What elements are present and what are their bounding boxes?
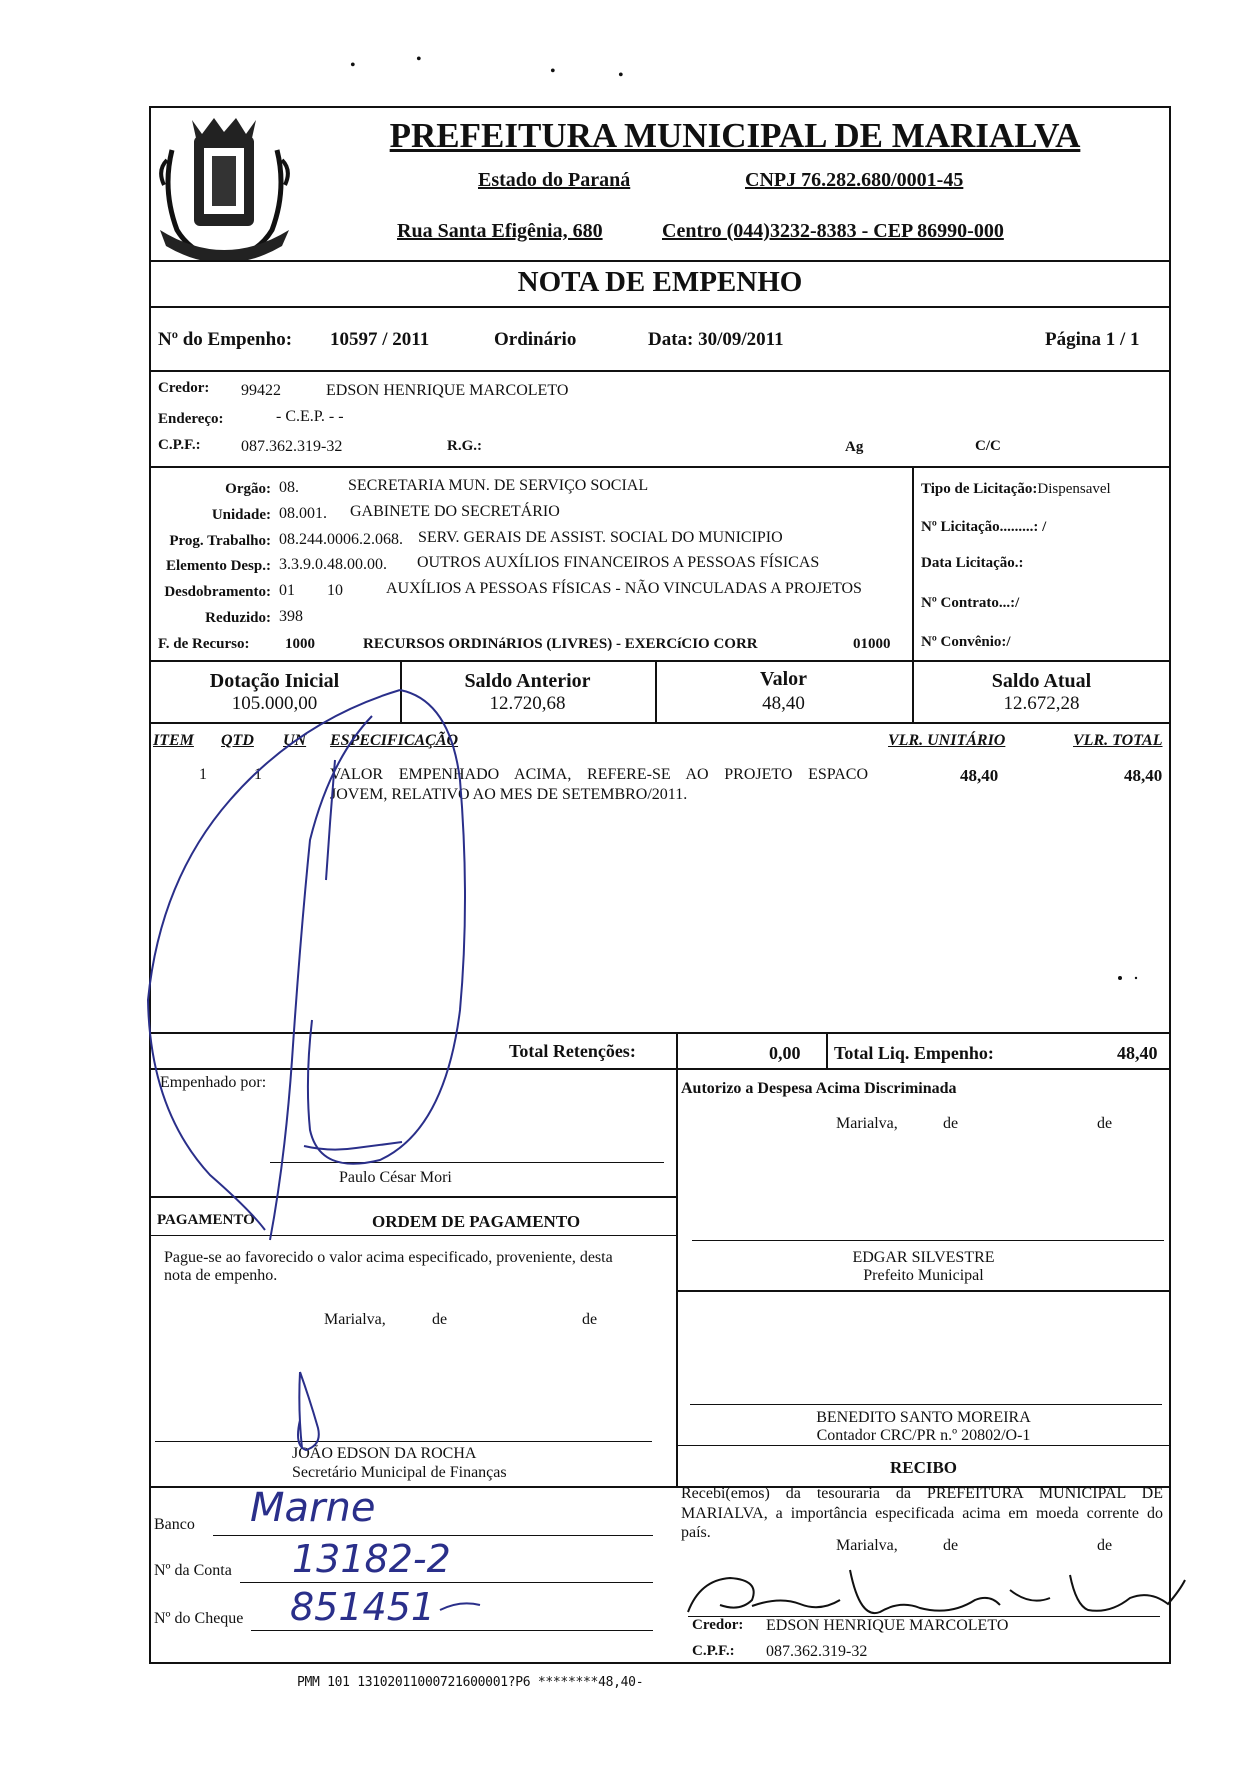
item-qtd: 1 xyxy=(254,766,262,783)
recibo-text-line3: país. xyxy=(681,1524,711,1541)
budget-row-desc: SERV. GERAIS DE ASSIST. SOCIAL DO MUNICIPIO xyxy=(418,529,783,546)
budget-row-desc: OUTROS AUXÍLIOS FINANCEIROS A PESSOAS FÍSICAS xyxy=(417,554,820,571)
valor-label: Valor xyxy=(759,668,808,690)
scan-mark: • xyxy=(550,63,556,80)
col-vlr-unitario: VLR. UNITÁRIO xyxy=(888,732,1006,749)
budget-row-label: Orgão: xyxy=(225,481,271,497)
recibo-city: Marialva, xyxy=(836,1537,898,1554)
liquido-label: Total Liq. Empenho: xyxy=(834,1043,994,1063)
municipality-title: PREFEITURA MUNICIPAL DE MARIALVA xyxy=(389,116,1081,155)
recibo-de-1: de xyxy=(943,1537,959,1554)
recibo-text-line2: MARIALVA, a importância especificada acima em moeda corrente do xyxy=(681,1505,1163,1522)
item-desc-line2: JOVEM, RELATIVO AO MES DE SETEMBRO/2011. xyxy=(330,786,688,803)
autorizo-city: Marialva, xyxy=(836,1115,898,1132)
budget-row-code: 3.3.9.0.48.00.00. xyxy=(279,556,387,573)
saldo-anterior-label: Saldo Anterior xyxy=(464,670,591,692)
recibo-text-line1: Recebi(emos) da tesouraria da PREFEITURA MUNICIPAL DE xyxy=(681,1485,1163,1502)
cc-label: C/C xyxy=(975,438,1001,454)
valor-value: 48,40 xyxy=(762,693,805,714)
retencoes-value: 0,00 xyxy=(769,1043,801,1063)
autorizo-label: Autorizo a Despesa Acima Discriminada xyxy=(681,1080,957,1097)
scan-mark: • xyxy=(350,57,356,74)
item-number: 1 xyxy=(199,766,207,783)
col-item: ITEM xyxy=(153,732,194,749)
pagamento-text-line1: Pague-se ao favorecido o valor acima especificado, proveniente, desta xyxy=(164,1249,613,1266)
retencoes-label: Total Retenções: xyxy=(509,1041,636,1061)
col-un: UN xyxy=(283,732,307,749)
state-label: Estado do Paraná xyxy=(478,169,631,191)
prefeito-role: Prefeito Municipal xyxy=(863,1267,984,1284)
rg-label: R.G.: xyxy=(447,438,482,454)
recibo-cpf-label: C.P.F.: xyxy=(692,1643,735,1659)
conta-label: Nº da Conta xyxy=(154,1562,232,1579)
item-total-value: 48,40 xyxy=(1124,766,1163,785)
cheque-label: Nº do Cheque xyxy=(154,1610,244,1627)
col-qtd: QTD xyxy=(221,732,254,749)
credor-code: 99422 xyxy=(241,382,281,399)
budget-row-label: Unidade: xyxy=(211,507,271,523)
financas-signer-role: Secretário Municipal de Finanças xyxy=(292,1464,507,1481)
empenhado-label: Empenhado por: xyxy=(160,1074,267,1091)
licitacao-type-caption: Tipo de Licitação: xyxy=(921,481,1038,497)
address-field-label: Endereço: xyxy=(158,411,224,427)
col-especificacao: ESPECIFICAÇÃO xyxy=(330,732,459,749)
budget-row-code: 08. xyxy=(279,479,299,496)
budget-row-code: 08.244.0006.2.068. xyxy=(279,531,403,548)
page-number: Página 1 / 1 xyxy=(1045,329,1140,350)
credor-address: - C.E.P. - - xyxy=(276,408,344,425)
pagamento-text-line2: nota de empenho. xyxy=(164,1267,278,1284)
scan-mark: • xyxy=(618,67,624,84)
dotacao-label: Dotação Inicial xyxy=(209,670,340,692)
item-unit-value: 48,40 xyxy=(960,766,999,785)
saldo-atual-value: 12.672,28 xyxy=(1003,693,1080,714)
saldo-anterior-value: 12.720,68 xyxy=(489,693,566,714)
financas-signer-name: JOÃO EDSON DA ROCHA xyxy=(292,1445,477,1462)
licitacao-date: Data Licitação.: xyxy=(921,555,1024,571)
autorizo-de-2: de xyxy=(1097,1115,1113,1132)
recibo-credor-name: EDSON HENRIQUE MARCOLETO xyxy=(766,1617,1009,1634)
budget-row-code: 08.001. xyxy=(279,505,327,522)
pagamento-de-2: de xyxy=(582,1311,598,1328)
saldo-atual-label: Saldo Atual xyxy=(991,670,1092,692)
liquido-value: 48,40 xyxy=(1117,1043,1158,1063)
cnpj-label: CNPJ 76.282.680/0001-45 xyxy=(745,169,964,191)
empenho-type: Ordinário xyxy=(494,329,577,350)
recurso-number: 01000 xyxy=(853,636,891,652)
pagamento-city: Marialva, xyxy=(324,1311,386,1328)
contrato-number: Nº Contrato...:/ xyxy=(921,595,1020,611)
credor-name: EDSON HENRIQUE MARCOLETO xyxy=(326,382,569,399)
budget-row-label: Prog. Trabalho: xyxy=(169,533,271,549)
recibo-title: RECIBO xyxy=(889,1458,958,1477)
pagamento-label: PAGAMENTO xyxy=(157,1212,255,1228)
banco-value: Marne xyxy=(250,1485,376,1531)
col-vlr-total: VLR. TOTAL xyxy=(1073,732,1163,749)
recurso-desc: RECURSOS ORDINáRIOS (LIVRES) - EXERCíCIO CORR xyxy=(363,636,758,652)
budget-row-label: Desdobramento: xyxy=(164,584,271,600)
cpf-label: C.P.F.: xyxy=(158,437,201,453)
empenhado-name: Paulo César Mori xyxy=(339,1169,452,1186)
empenho-number-label: Nº do Empenho: xyxy=(158,329,293,350)
recurso-code: 1000 xyxy=(285,636,315,652)
recibo-credor-label: Credor: xyxy=(692,1617,744,1633)
budget-row-desc: GABINETE DO SECRETÁRIO xyxy=(350,503,560,520)
recibo-cpf: 087.362.319-32 xyxy=(766,1643,868,1660)
ag-label: Ag xyxy=(845,439,864,455)
budget-row-label: Reduzido: xyxy=(205,610,271,626)
footer-code: PMM 101 13102011000721600001?P6 ********48,40- xyxy=(297,1675,644,1690)
district-phone-label: Centro (044)3232-8383 - CEP 86990-000 xyxy=(662,220,1004,242)
recurso-label: F. de Recurso: xyxy=(158,636,250,652)
address-label: Rua Santa Efigênia, 680 xyxy=(397,220,603,242)
recibo-de-2: de xyxy=(1097,1537,1113,1554)
convenio-number: Nº Convênio:/ xyxy=(921,634,1011,650)
budget-row-desc: SECRETARIA MUN. DE SERVIÇO SOCIAL xyxy=(348,477,649,494)
budget-row-desc: AUXÍLIOS A PESSOAS FÍSICAS - NÃO VINCULADAS A PROJETOS xyxy=(386,580,862,597)
dotacao-value: 105.000,00 xyxy=(231,693,318,714)
pagamento-de-1: de xyxy=(432,1311,448,1328)
scan-mark: • xyxy=(416,51,422,68)
empenho-date: Data: 30/09/2011 xyxy=(648,329,784,350)
banco-label: Banco xyxy=(154,1516,195,1533)
licitacao-type-value: Dispensavel xyxy=(1037,481,1111,497)
ordem-pagamento-title: ORDEM DE PAGAMENTO xyxy=(372,1212,581,1231)
autorizo-de-1: de xyxy=(943,1115,959,1132)
empenho-number: 10597 / 2011 xyxy=(330,329,430,350)
credor-label: Credor: xyxy=(158,380,210,396)
cheque-value: 851451 xyxy=(290,1585,436,1629)
budget-row-code: 398 xyxy=(279,608,303,625)
contador-name: BENEDITO SANTO MOREIRA xyxy=(816,1409,1031,1426)
prefeito-name: EDGAR SILVESTRE xyxy=(852,1249,995,1266)
credor-cpf: 087.362.319-32 xyxy=(241,438,343,455)
budget-row-code: 01 10 xyxy=(279,582,343,599)
licitacao-number: Nº Licitação.........: / xyxy=(921,519,1047,535)
budget-row-label: Elemento Desp.: xyxy=(166,558,271,574)
item-desc-line1: VALOR EMPENHADO ACIMA, REFERE-SE AO PROJETO ESPACO xyxy=(330,766,868,783)
conta-value: 13182-2 xyxy=(292,1537,451,1581)
document-title: NOTA DE EMPENHO xyxy=(517,266,803,298)
contador-role: Contador CRC/PR n.º 20802/O-1 xyxy=(816,1427,1031,1444)
